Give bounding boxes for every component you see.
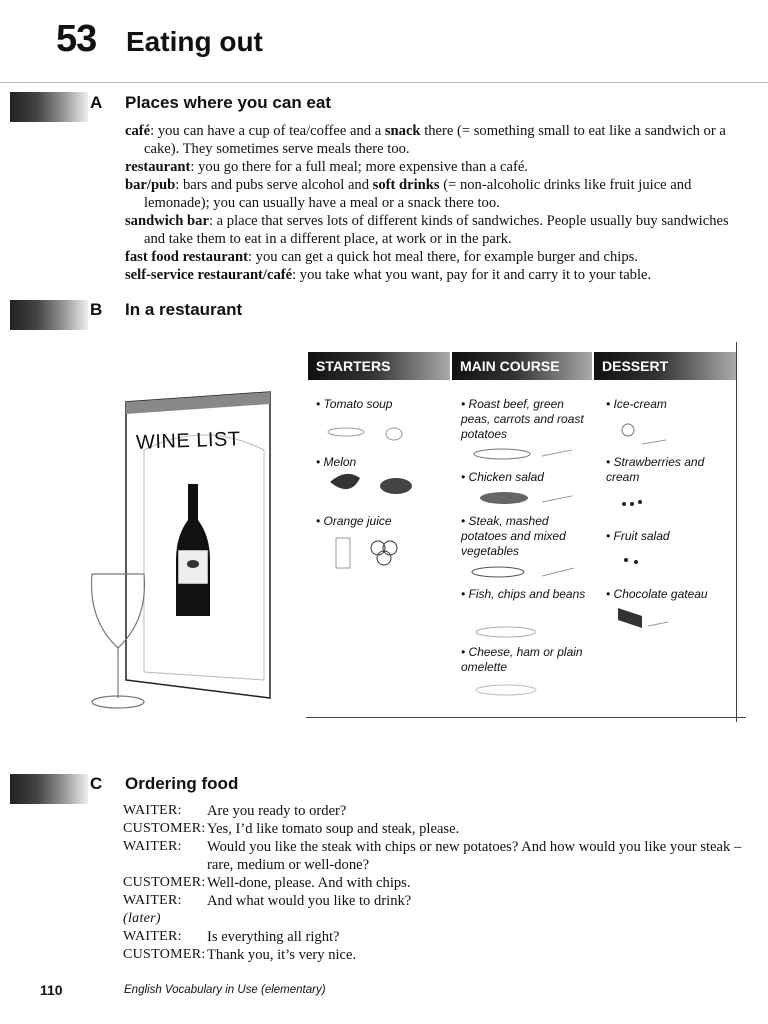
dessert-food-sketches <box>612 420 722 640</box>
section-c-letter: C <box>90 774 103 793</box>
dialogue-line: WAITER: Is everything all right? <box>123 929 340 945</box>
main-course-food-sketches <box>462 446 586 696</box>
dialogue-line: WAITER: Are you ready to order? <box>123 803 347 819</box>
section-b-title: In a restaurant <box>125 300 243 319</box>
entry-self-service: self-service restaurant/café: you take what you want, pay for it and carry it to your table. <box>125 267 652 283</box>
dialogue-line: CUSTOMER: Well-done, please. And with chips. <box>123 875 411 891</box>
section-a-text <box>125 122 745 284</box>
section-b-marker <box>10 300 88 330</box>
menu-item: • Fish, chips and beans <box>461 587 586 601</box>
menu-item: • Tomato soup <box>316 397 393 411</box>
ordering-dialogue <box>123 802 753 964</box>
page-number: 110 <box>40 982 63 998</box>
header-rule <box>0 82 768 83</box>
entry-bar-pub: bar/pub: bars and pubs serve alcohol and soft drinks (= non-alcoholic drinks like fruit juice and lemonade); you can usually have a meal or a snack there too. <box>125 177 692 211</box>
dialogue-line: CUSTOMER: Yes, I’d like tomato soup and steak, please. <box>123 821 460 837</box>
entry-fast-food: fast food restaurant: you can get a quick hot meal there, for example burger and chips. <box>125 249 638 265</box>
menu-item: • Ice-cream <box>606 397 667 411</box>
entry-cafe: café: you can have a cup of tea/coffee and a snack there (= something small to eat like a sandwich or a cake). They sometimes serve meals there too. <box>125 123 726 157</box>
menu-header-dessert: DESSERT <box>594 352 736 380</box>
menu-item: • Chocolate gateau <box>606 587 708 601</box>
starters-food-sketches <box>320 420 440 580</box>
section-a-letter: A <box>90 93 103 112</box>
unit-number: 53 <box>56 18 97 60</box>
wine-list-title: WINE LIST <box>135 428 241 454</box>
dialogue-line: WAITER: And what would you like to drink? <box>123 893 412 909</box>
menu-border-right <box>736 342 737 722</box>
menu-border-bottom <box>306 717 746 718</box>
section-b-letter: B <box>90 300 103 319</box>
section-a-title: Places where you can eat <box>125 93 331 112</box>
menu-header-starters: STARTERS <box>308 352 450 380</box>
dialogue-line: WAITER: Would you like the steak with chips or new potatoes? And how would you like your steak – rare, medium or well-done? <box>123 839 742 873</box>
section-c-marker <box>10 774 88 804</box>
menu-item: • Fruit salad <box>606 529 670 543</box>
menu-item: • Roast beef, green peas, carrots and roast potatoes <box>461 397 584 441</box>
entry-sandwich-bar: sandwich bar: a place that serves lots of different kinds of sandwiches. People usually buy sandwiches and take them to eat in a different place, at work or in the park. <box>125 213 729 247</box>
menu-item: • Strawberries and cream <box>606 455 705 484</box>
dialogue-stage-direction: (later) <box>123 911 161 926</box>
book-title: English Vocabulary in Use (elementary) <box>124 984 326 996</box>
section-a-marker <box>10 92 88 122</box>
menu-header-main-course: MAIN COURSE <box>452 352 592 380</box>
section-c-title: Ordering food <box>125 774 239 793</box>
menu-item: • Chicken salad <box>461 470 544 484</box>
entry-restaurant: restaurant: you go there for a full meal; more expensive than a café. <box>125 159 528 175</box>
dialogue-line: CUSTOMER: Thank you, it’s very nice. <box>123 947 357 963</box>
menu-item: • Melon <box>316 455 357 469</box>
menu-item: • Steak, mashed potatoes and mixed vegetables <box>461 514 566 558</box>
unit-title: Eating out <box>126 26 263 57</box>
menu-item: • Cheese, ham or plain omelette <box>461 645 583 674</box>
menu-item: • Orange juice <box>316 514 392 528</box>
